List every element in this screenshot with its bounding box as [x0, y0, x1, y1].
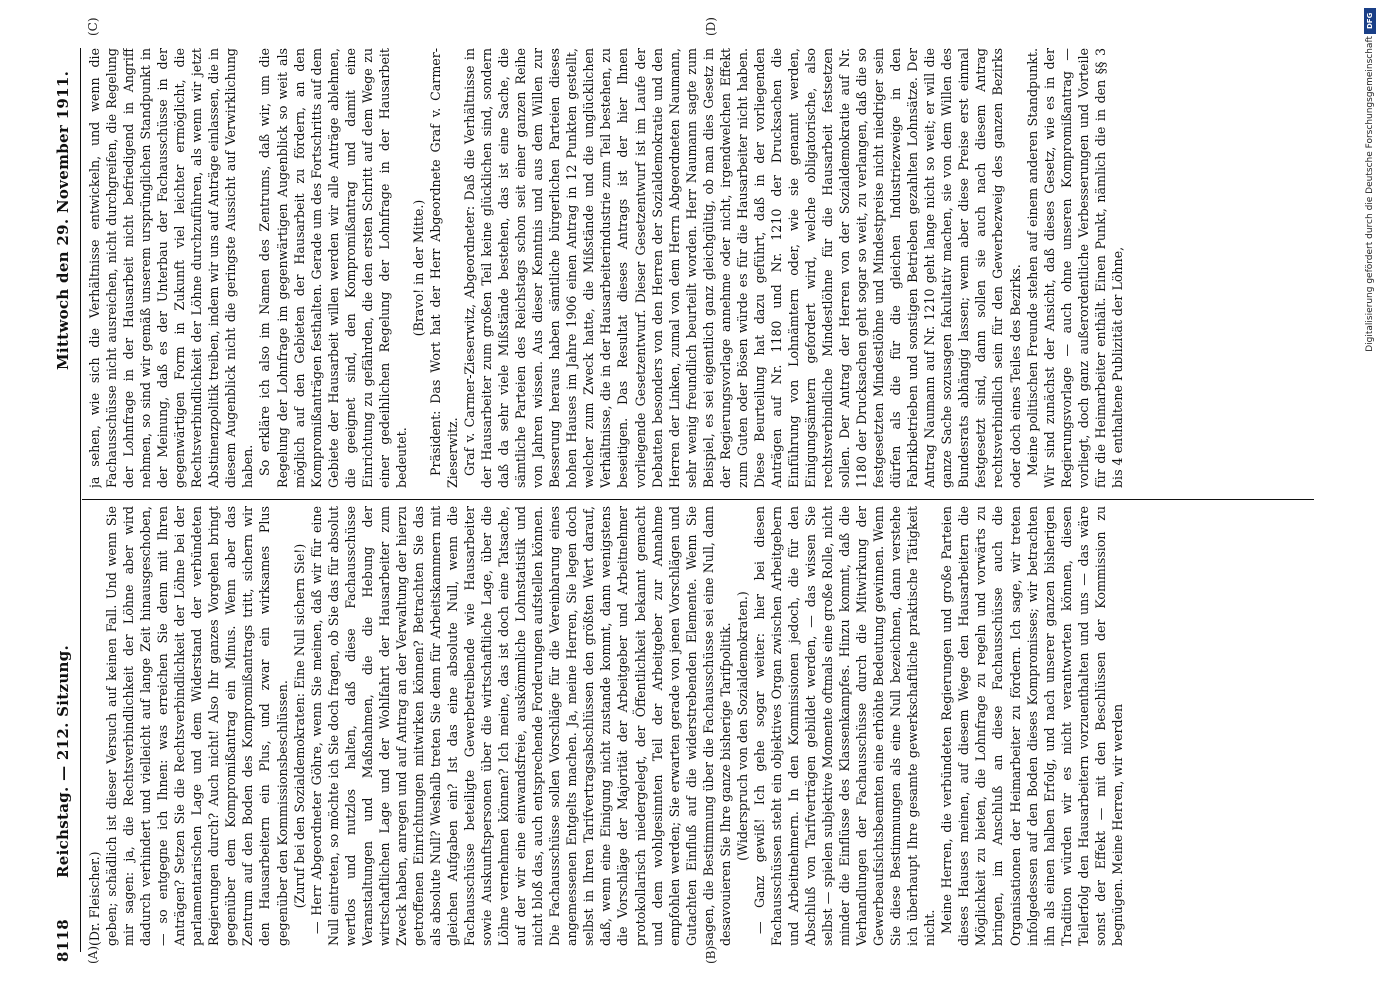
left-text-column [86, 506, 1316, 946]
margin-marker-d: (D) [704, 17, 718, 36]
paragraph: Meine politischen Freunde stehen auf einem anderen Standpunkt. Wir sind zunächst der Ansicht, daß dieses Gesetz, wie es in der Regierungsvorlage — auch ohne unseren Kompromißantrag — vorliegt, doch ganz außerordentliche Verbesserungen und Vorteile für die Heimarbeiter enthält. Einen Punkt, nämlich die in den §§ 3 bis 4 enthaltene Publizität der Löhne, [1024, 48, 1125, 488]
paragraph: Graf v. Carmer-Zieserwitz, Abgeordneter: Daß die Verhältnisse in der Hausarbeiter zum großen Teil keine glücklichen sind, sondern daß da sehr viele Mißstände bestehen, das ist eine Sache, die sämtliche Parteien des Reichstags schon seit einer ganzen Reihe von Jahren wissen. Aus dieser Kenntnis und aus dem Willen zur Besserung heraus haben sämtliche bürgerlichen Parteien dieses hohen Hauses im Jahre 1906 einen Antrag in 12 Punkten gestellt, welcher zum Zweck hatte, die Mißstände und die unglücklichen Verhältnisse, die in der Hausarbeiterindustrie zum Teil bestehen, zu beseitigen. Das Resultat dieses Antrags ist der hier Ihnen vorliegende Gesetzentwurf. Dieser Gesetzentwurf ist im Laufe der Debatten besonders von den Herren der Sozialdemokratie und den Herren der Linken, zumal von dem Herrn Abgeordneten Naumann, sehr wenig freundlich beurteilt worden. Herr Naumann sagte zum Beispiel, es sei eigentlich ganz gleichgültig, ob man dies Gesetz in der Regierungsvorlage annehme oder nicht, irgendwelchen Effekt zum Guten oder Bösen würde es für die Hausarbeiter nicht haben. Diese Beurteilung hat dazu geführt, daß in der vorliegenden Anträgen auf Nr. 1180 und Nr. 1210 der Drucksachen die Einführung von Lohnämtern oder, wie sie genannt werden, Einigungsämtern gefordert wird, welche obligatorische, also rechtsverbindliche Mindestlöhne für die Hausarbeit festsetzen sollen. Der Antrag der Herren von der Sozialdemokratie auf Nr. 1180 der Drucksachen geht sogar so weit, zu verlangen, daß die so festgesetzten Mindestlöhne und Mindestpreise nicht niedriger sein dürfen als die für die gleichen Industriezweige in den Fabrikbetrieben und sonstigen Betrieben gezahlten Lohnsätze. Der Antrag Naumann auf Nr. 1210 geht lange nicht so weit; er will die ganze Sache sozusagen fakultativ machen, sie von dem Willen des Bundesrats abhängig lassen; wenn aber diese Preise erst einmal festgesetzt sind, dann sollen sie auch nach diesem Antrag rechtsverbindlich sein für den Gewerbezweig des ganzen Bezirks oder doch eines Teiles des Bezirks. [462, 48, 1023, 488]
digitization-credit: Digitalisierung gefördert durch die Deutsche Forschungsgemeinschaft [1365, 36, 1375, 352]
margin-marker-c: (C) [86, 17, 100, 36]
interjection: (Zuruf bei den Sozialdemokraten: Eine Null sichern Sie!) [291, 543, 307, 909]
paragraph: — Herr Abgeordneter Göhre, wenn Sie meinen, daß wir für eine Null eintreten, so möchte ich Sie doch fragen, ob Sie das für absolut wertlos und nutzlos halten, daß diese Fachausschüsse Veranstaltungen und Maßnahmen, die die Hebung der wirtschaftlichen Lage und der Wohlfahrt der Hausarbeiter zum Zweck haben, anregen und auf Antrag an der Verwaltung der hierzu getroffenen Einrichtungen mitwirken können? Betrachten Sie das als absolute Null? Weshalb treten Sie denn für Arbeitskammern mit gleichen Aufgaben ein? Ist das eine absolute Null, wenn die Fachausschüsse beteiligte Gewerbetreibende wie Hausarbeiter sowie Auskunftspersonen über die wirtschaftliche Lage, über die Löhne vernehmen können? Ich meine, das ist doch eine Tatsache, auf der wir eine einwandsfreie, auskömmliche Lohnstatistik und nicht bloß das, auch entsprechende Forderungen aufstellen können. Die Fachausschüsse sollen Vorschläge für die Vereinbarung eines angemessenen Entgelts machen. Ja, meine Herren, Sie legen doch selbst in Ihren Tarifvertragsabschlüssen den größten Wert darauf, daß, wenn eine Einigung nicht zustande kommt, dann wenigstens die Vorschläge der Majorität der Arbeitgeber und Arbeitnehmer protokollarisch niedergelegt, der Öffentlichkeit bekannt gemacht und dem wohlgesinnten Teil der Arbeitgeber zur Annahme empfohlen werden; Sie erwarten gerade von jenen Vorschlägen und Gutachten Einfluß auf die widerstrebenden Elemente. Wenn Sie sagen, die Bestimmung über die Fachausschüsse sei eine Null, dann desavouieren Sie Ihre ganze bisherige Tarifpolitik. [308, 506, 733, 946]
page-number: 8118 [54, 919, 72, 962]
header-rule [80, 48, 81, 952]
interjection: (Widerspruch von den Sozialdemokraten.) [734, 591, 750, 861]
right-text-column [86, 48, 1316, 488]
session-date: Mittwoch den 29. November 1911. [54, 70, 72, 370]
interjection: (Bravo! in der Mitte.) [410, 199, 426, 337]
column-divider [82, 499, 1314, 500]
dfg-logo: DFG [1364, 8, 1376, 34]
page-header [54, 30, 80, 970]
paragraph: — Ganz gewiß! Ich gehe sogar weiter: hier bei diesen Fachausschüssen steht ein objektives Organ zwischen Arbeitgebern und Arbeitnehmern. In den Kommissionen jedoch, die für den Abschluß von Tarifverträgen gebildet werden, — das wissen Sie selbst — spielen subjektive Momente oftmals eine große Rolle, nicht minder die Einflüsse des Klassenkampfes. Hinzu kommt, daß die Verhandlungen der Fachausschüsse durch die Mitwirkung der Gewerbeaufsichtsbeamten eine erhöhte Bedeutung gewinnen. Wenn Sie diese Bestimmungen als eine Null bezeichnen, dann verstehe ich überhaupt Ihre gesamte gewerkschaftliche praktische Tätigkeit nicht. [751, 506, 938, 946]
paragraph: So erkläre ich also im Namen des Zentrums, daß wir, um die Regelung der Lohnfrage im gegenwärtigen Augenblick so weit als möglich auf den Gebieten der Hausarbeit zu fördern, an den Kompromißanträgen festhalten. Gerade um des Fortschritts auf dem Gebiete der Hausarbeit willen werden wir alle Anträge ablehnen, die geeignet sind, den Kompromißantrag und damit eine Einrichtung zu gefährden, die den ersten Schritt auf dem Wege zu einer gedeihlichen Regelung der Lohnfrage in der Hausarbeit bedeutet. [257, 48, 409, 488]
paragraph: Meine Herren, die verbündeten Regierungen und große Parteien dieses Hauses meinen, auf diesem Wege den Hausarbeitern die Möglichkeit zu bieten, die Lohnfrage zu regeln und vorwärts zu bringen, im Anschluß an diese Fachausschüsse auch die Organisationen der Heimarbeiter zu fördern. Ich sage, wir treten infolgedessen auf den Boden dieses Kompromisses; wir betrachten ihn als einen halben Erfolg, und nach unserer ganzen bisherigen Tradition würden wir es nicht verantworten können, diesen Teilerfolg den Hausarbeitern vorzuenthalten und uns — das wäre sonst der Effekt — mit den Beschlüssen der Kommission zu begnügen. Meine Herren, wir werden [939, 506, 1125, 946]
paragraph: ja sehen, wie sich die Verhältnisse entwickeln, und wenn die Fachausschüsse nicht ausreichen, nicht durchgreifen, die Regelung der Lohnfrage in der Hausarbeit nicht befriedigend in Angriff nehmen, so sind wir gemäß unserem ursprünglichen Standpunkt in der Meinung, daß es der Unterbau der Fachausschüsse in der gegenwärtigen Form in Zukunft viel leichter ermöglicht, die Rechtsverbindlichkeit der Löhne durchzuführen, als wenn wir jetzt Abstinenzpolitik treiben, indem wir uns auf Anträge einlassen, die in diesem Augenblick nicht die geringste Aussicht auf Verwirklichung haben. [87, 48, 256, 488]
paragraph: geben; schädlich ist dieser Versuch auf keinen Fall. Und wenn Sie mir sagen: ja, die Rechtsverbindlichkeit der Löhne aber wird dadurch verhindert und vielleicht auf lange Zeit hinausgeschoben, — so entgegne ich Ihnen: was erreichen Sie denn mit Ihren Anträgen? Setzen Sie die Rechtsverbindlichkeit der Löhne bei der parlamentarischen Lage und dem Widerstand der verbündeten Regierungen durch? Auch nicht! Also Ihr ganzes Vorgehen bringt gegenüber dem Kompromißantrag ein Minus. Wenn aber das Zentrum auf den Boden des Kompromißantrags tritt, sichern wir den Hausarbeitern ein Plus, und zwar ein wirksames Plus gegenüber den Kommissionsbeschlüssen. [104, 506, 290, 946]
speaker-tag: (Dr. Fleischer.) [87, 851, 102, 946]
president-remark: Präsident: Das Wort hat der Herr Abgeordnete Graf v. Carmer-Zieserwitz. [427, 48, 460, 488]
session-title: Reichstag. — 212. Sitzung. [54, 644, 72, 878]
margin-marker-b: (B) [704, 945, 718, 964]
margin-marker-a: (A) [86, 945, 100, 964]
